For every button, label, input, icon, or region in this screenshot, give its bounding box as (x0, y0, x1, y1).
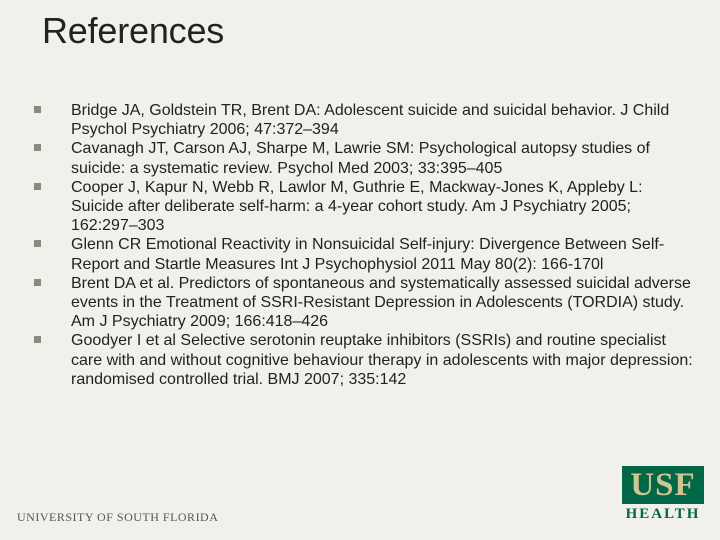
reference-text: Cavanagh JT, Carson AJ, Sharpe M, Lawrie SM: Psychological autopsy studies of suicide: a systematic review. Psychol Med 2003; 33:395–405 (71, 140, 650, 177)
reference-text: Cooper J, Kapur N, Webb R, Lawlor M, Guthrie E, Mackway-Jones K, Appleby L: Suicide after deliberate self-harm: a 4-year cohort study. Am J Psychiatry 2005; 162:297–303 (71, 178, 643, 235)
square-bullet-icon (34, 144, 41, 151)
usf-logo: USF (622, 466, 704, 504)
reference-text: Glenn CR Emotional Reactivity in Nonsuicidal Self-injury: Divergence Between Self-Report and Startle Measures Int J Psychophysiol 2011 May 80(2): 166-170l (71, 236, 665, 273)
square-bullet-icon (34, 183, 41, 190)
square-bullet-icon (34, 240, 41, 247)
university-name: UNIVERSITY OF SOUTH FLORIDA (17, 510, 219, 524)
square-bullet-icon (34, 106, 41, 113)
reference-list (34, 101, 698, 389)
reference-item (34, 235, 698, 273)
reference-text: Bridge JA, Goldstein TR, Brent DA: Adolescent suicide and suicidal behavior. J Child Psychol Psychiatry 2006; 47:372–394 (71, 102, 670, 139)
slide-title: References (42, 10, 225, 51)
square-bullet-icon (34, 279, 41, 286)
reference-text: Goodyer I et al Selective serotonin reuptake inhibitors (SSRIs) and routine specialist care with and without cognitive behaviour therapy in adolescents with major depression: randomised controlled trial. BMJ 2007; 335:142 (71, 332, 693, 388)
reference-item (34, 331, 698, 389)
reference-item (34, 274, 698, 332)
square-bullet-icon (34, 336, 41, 343)
reference-item (34, 101, 698, 139)
usf-health-label: HEALTH (625, 506, 701, 522)
reference-item (34, 139, 698, 177)
reference-text: Brent DA et al. Predictors of spontaneous and systematically assessed suicidal adverse events in the Treatment of SSRI-Resistant Depression in Adolescents (TORDIA) study. Am J Psychiatry 2009; 166:418–426 (71, 274, 691, 331)
reference-item (34, 178, 698, 236)
